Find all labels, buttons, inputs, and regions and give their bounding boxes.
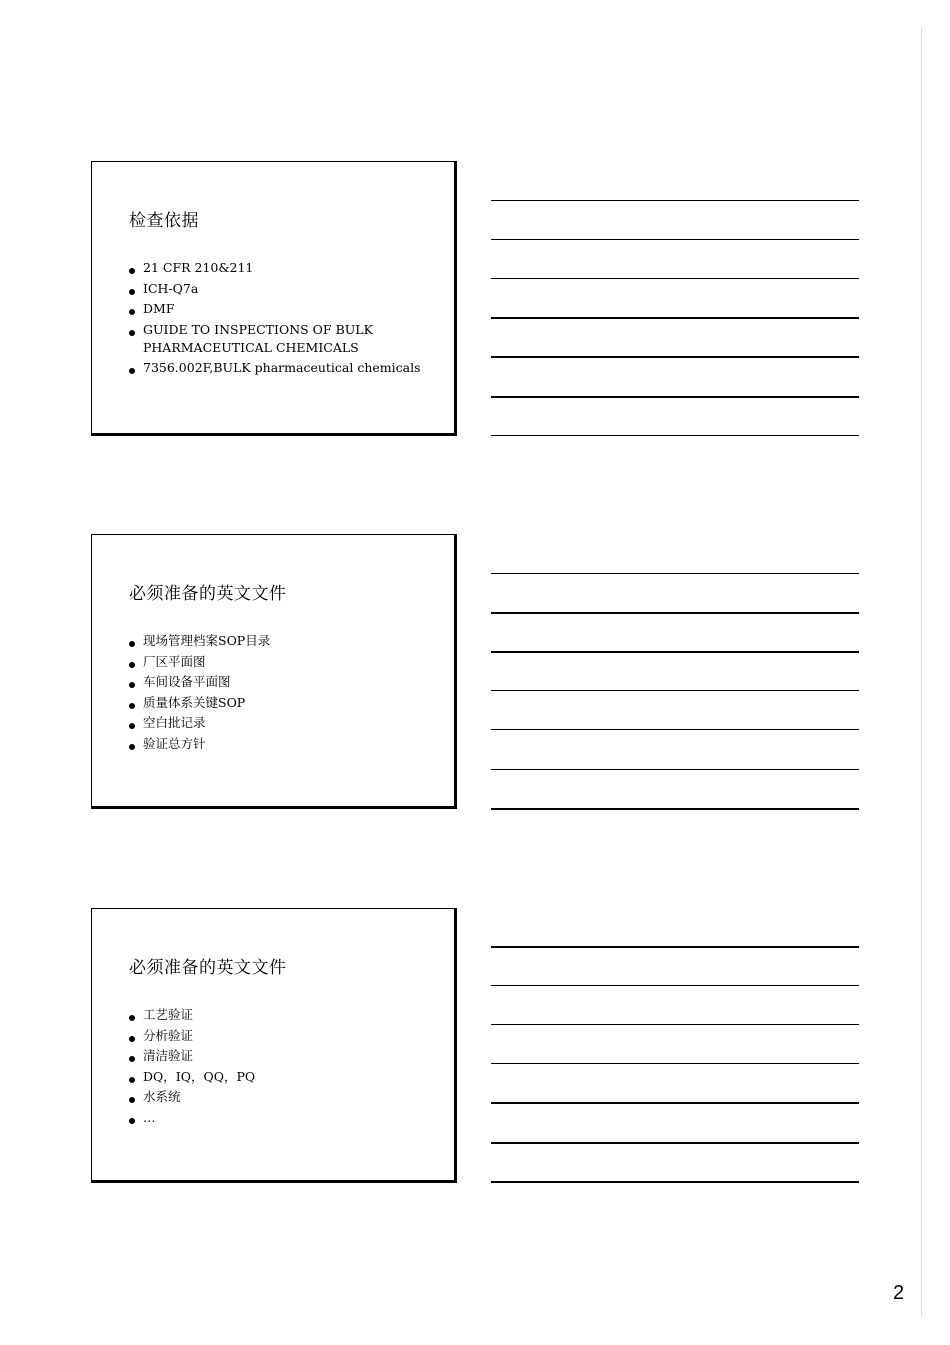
slide-thumbnail-3 [91, 908, 457, 1183]
bullet-item: 21 CFR 210&211 [129, 259, 429, 277]
note-line [491, 1102, 859, 1104]
note-line [491, 1142, 859, 1144]
bullet-item: 车间设备平面图 [129, 673, 429, 691]
bullet-item: 空白批记录 [129, 714, 429, 732]
note-line [491, 1024, 859, 1025]
slide-title: 必须准备的英文文件 [129, 958, 287, 978]
note-line [491, 435, 859, 436]
bullet-item: 工艺验证 [129, 1006, 429, 1024]
note-line [491, 573, 859, 574]
bullet-item: 清洁验证 [129, 1047, 429, 1065]
bullet-list [129, 259, 429, 380]
note-line [491, 985, 859, 986]
note-line [491, 729, 859, 730]
bullet-list [129, 1006, 429, 1129]
note-line [491, 612, 859, 614]
note-line [491, 946, 859, 948]
bullet-list [129, 632, 429, 755]
bullet-item: DMF [129, 300, 429, 318]
note-line [491, 808, 859, 810]
slide-thumbnail-2 [91, 534, 457, 809]
bullet-item: 验证总方针 [129, 735, 429, 753]
note-line [491, 1063, 859, 1064]
note-line [491, 239, 859, 240]
slide-title: 必须准备的英文文件 [129, 584, 287, 604]
note-line [491, 200, 859, 201]
bullet-item: DQ，IQ，QQ，PQ [129, 1068, 429, 1086]
bullet-item: 厂区平面图 [129, 653, 429, 671]
note-line [491, 317, 859, 319]
bullet-item: GUIDE TO INSPECTIONS OF BULK PHARMACEUTICAL CHEMICALS [129, 321, 429, 357]
bullet-item: … [129, 1109, 429, 1127]
note-line [491, 690, 859, 691]
slide-title: 检查依据 [129, 211, 199, 231]
bullet-item: 现场管理档案SOP目录 [129, 632, 429, 650]
note-line [491, 396, 859, 398]
note-line [491, 1181, 859, 1183]
bullet-item: 7356.002F,BULK pharmaceutical chemicals [129, 359, 429, 377]
page-edge-line [921, 28, 922, 1316]
note-line [491, 278, 859, 279]
slide-thumbnail-1 [91, 161, 457, 436]
bullet-item: ICH-Q7a [129, 280, 429, 298]
note-line [491, 356, 859, 358]
note-line [491, 769, 859, 770]
bullet-item: 质量体系关键SOP [129, 694, 429, 712]
bullet-item: 分析验证 [129, 1027, 429, 1045]
bullet-item: 水系统 [129, 1088, 429, 1106]
note-line [491, 651, 859, 653]
page-number: 2 [893, 1282, 905, 1304]
